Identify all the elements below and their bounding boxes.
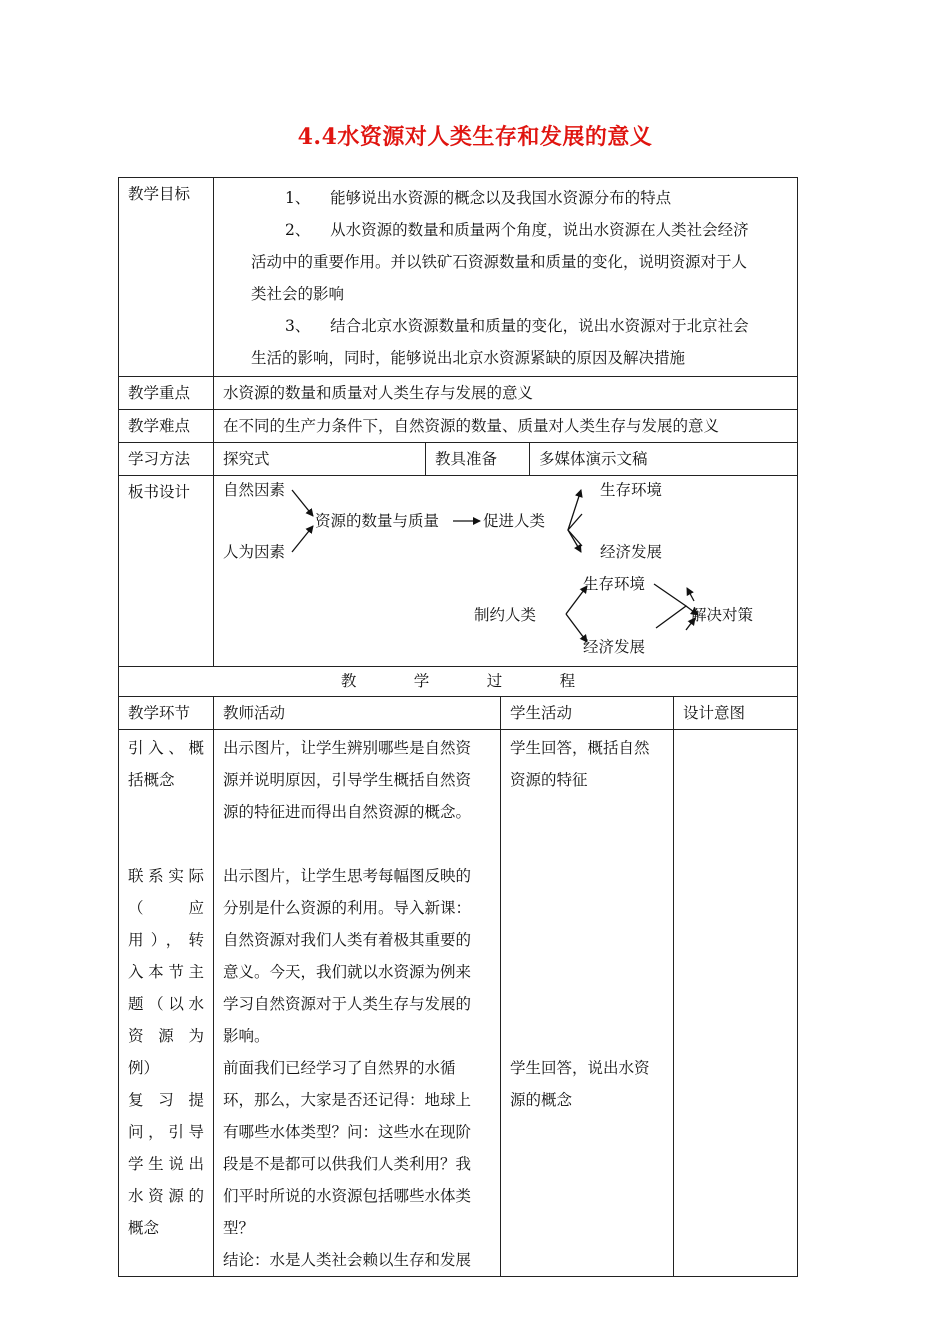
process-content-row xyxy=(119,730,798,1277)
board-resource-quantity-quality: 资源的数量与质量 xyxy=(315,512,440,530)
stage-2-line-5: 题（以水 xyxy=(128,995,204,1013)
tools-label: 教具准备 xyxy=(426,443,530,476)
stage-3-line-3: 学生说出 xyxy=(128,1155,204,1173)
process-char-4: 程 xyxy=(559,672,576,690)
process-char-3: 过 xyxy=(486,672,503,690)
method-label: 学习方法 xyxy=(119,443,214,476)
teacher-2-line-6: 影响。 xyxy=(223,1027,270,1045)
board-human-factors: 人为因素 xyxy=(223,543,286,561)
process-heading xyxy=(119,667,798,697)
board-diagram-cell xyxy=(214,476,798,667)
goal-3-number: 3、 xyxy=(285,317,311,335)
header-intent: 设计意图 xyxy=(674,697,798,730)
goal-3-line-2: 生活的影响，同时，能够说出北京水资源紧缺的原因及解决措施 xyxy=(251,349,686,367)
teacher-3-line-6: 型？ xyxy=(223,1219,255,1237)
method-row xyxy=(119,443,798,476)
stage-2-line-7: 例） xyxy=(128,1059,160,1077)
teacher-1-line-3: 源的特征进而得出自然资源的概念。 xyxy=(223,803,472,821)
goal-1-number: 1、 xyxy=(285,189,311,207)
student-2-line-1: 学生回答，说出水资 xyxy=(510,1059,650,1077)
header-teacher: 教师活动 xyxy=(214,697,501,730)
goal-1-text: 能够说出水资源的概念以及我国水资源分布的特点 xyxy=(330,189,672,207)
board-row xyxy=(119,476,798,667)
teacher-3-line-5: 们平时所说的水资源包括哪些水体类 xyxy=(223,1187,472,1205)
goals-cell xyxy=(214,178,798,377)
stage-2-line-2: （ 应 xyxy=(128,899,204,917)
board-economic-development-1: 经济发展 xyxy=(600,543,663,561)
teacher-1-line-2: 源并说明原因，引导学生概括自然资 xyxy=(223,771,472,789)
focus-row xyxy=(119,377,798,410)
teacher-2-line-4: 意义。今天，我们就以水资源为例来 xyxy=(223,963,472,981)
student-1-line-1: 学生回答，概括自然 xyxy=(510,739,650,757)
goal-2-number: 2、 xyxy=(285,221,311,239)
difficulty-text: 在不同的生产力条件下，自然资源的数量、质量对人类生存与发展的意义 xyxy=(214,410,798,443)
tools-value: 多媒体演示文稿 xyxy=(530,443,798,476)
focus-text: 水资源的数量和质量对人类生存与发展的意义 xyxy=(214,377,798,410)
header-student: 学生活动 xyxy=(501,697,674,730)
stage-2-line-4: 入本节主 xyxy=(128,963,204,981)
teacher-2-line-2: 分别是什么资源的利用。导入新课： xyxy=(223,899,472,917)
goals-row xyxy=(119,178,798,377)
lesson-plan-table xyxy=(118,177,798,1277)
difficulty-row xyxy=(119,410,798,443)
teacher-3-line-3: 有哪些水体类型？问：这些水在现阶 xyxy=(223,1123,472,1141)
stage-2-line-1: 联系实际 xyxy=(128,867,204,885)
board-promote-humans: 促进人类 xyxy=(483,512,546,530)
board-arrows xyxy=(214,476,796,666)
goal-2-line-1: 从水资源的数量和质量两个角度，说出水资源在人类社会经济 xyxy=(330,221,749,239)
goal-3-line-1: 结合北京水资源数量和质量的变化，说出水资源对于北京社会 xyxy=(330,317,749,335)
teacher-2-line-3: 自然资源对我们人类有着极其重要的 xyxy=(223,931,472,949)
design-intent-cell xyxy=(674,730,798,1277)
goals-label: 教学目标 xyxy=(119,178,214,377)
board-economic-development-2: 经济发展 xyxy=(583,638,646,656)
board-label: 板书设计 xyxy=(119,476,214,667)
teacher-3-line-4: 段是不是都可以供我们人类利用？我 xyxy=(223,1155,472,1173)
goal-2-line-3: 类社会的影响 xyxy=(251,285,345,303)
teacher-3-line-2: 环，那么，大家是否还记得：地球上 xyxy=(223,1091,472,1109)
stage-2-line-3: 用），转 xyxy=(128,931,204,949)
stage-3-line-4: 水资源的 xyxy=(128,1187,204,1205)
focus-label: 教学重点 xyxy=(119,377,214,410)
teacher-3-line-7: 结论：水是人类社会赖以生存和发展 xyxy=(223,1251,472,1269)
teacher-2-line-1: 出示图片，让学生思考每幅图反映的 xyxy=(223,867,472,885)
board-restrict-humans: 制约人类 xyxy=(474,606,537,624)
stage-cell xyxy=(119,730,214,1277)
board-solutions: 解决对策 xyxy=(691,606,754,624)
stage-3-line-5: 概念 xyxy=(128,1219,160,1237)
process-char-2: 学 xyxy=(413,672,430,690)
stage-1-line-1: 引入、概 xyxy=(128,739,204,757)
teacher-1-line-1: 出示图片，让学生辨别哪些是自然资 xyxy=(223,739,472,757)
teacher-3-line-1: 前面我们已经学习了自然界的水循 xyxy=(223,1059,456,1077)
stage-3-line-2: 问，引导 xyxy=(128,1123,204,1141)
header-stage: 教学环节 xyxy=(119,697,214,730)
page-title: 4.4水资源对人类生存和发展的意义 xyxy=(297,124,653,150)
board-living-environment-2: 生存环境 xyxy=(583,575,646,593)
process-char-1: 教 xyxy=(340,672,357,690)
student-1-line-2: 资源的特征 xyxy=(510,771,588,789)
teacher-activity-cell xyxy=(214,730,501,1277)
board-living-environment-1: 生存环境 xyxy=(600,481,663,499)
board-diagram xyxy=(214,476,797,666)
student-activity-cell xyxy=(501,730,674,1277)
process-header-row xyxy=(119,697,798,730)
stage-2-line-6: 资源为 xyxy=(128,1027,204,1045)
stage-1-line-2: 括概念 xyxy=(128,771,175,789)
teacher-2-line-5: 学习自然资源对于人类生存与发展的 xyxy=(223,995,472,1013)
difficulty-label: 教学难点 xyxy=(119,410,214,443)
board-natural-factors: 自然因素 xyxy=(223,481,286,499)
stage-3-line-1: 复习提 xyxy=(128,1091,204,1109)
process-row xyxy=(119,667,798,697)
goal-2-line-2: 活动中的重要作用。并以铁矿石资源数量和质量的变化，说明资源对于人 xyxy=(251,253,748,271)
student-2-line-2: 源的概念 xyxy=(510,1091,573,1109)
method-value: 探究式 xyxy=(214,443,426,476)
